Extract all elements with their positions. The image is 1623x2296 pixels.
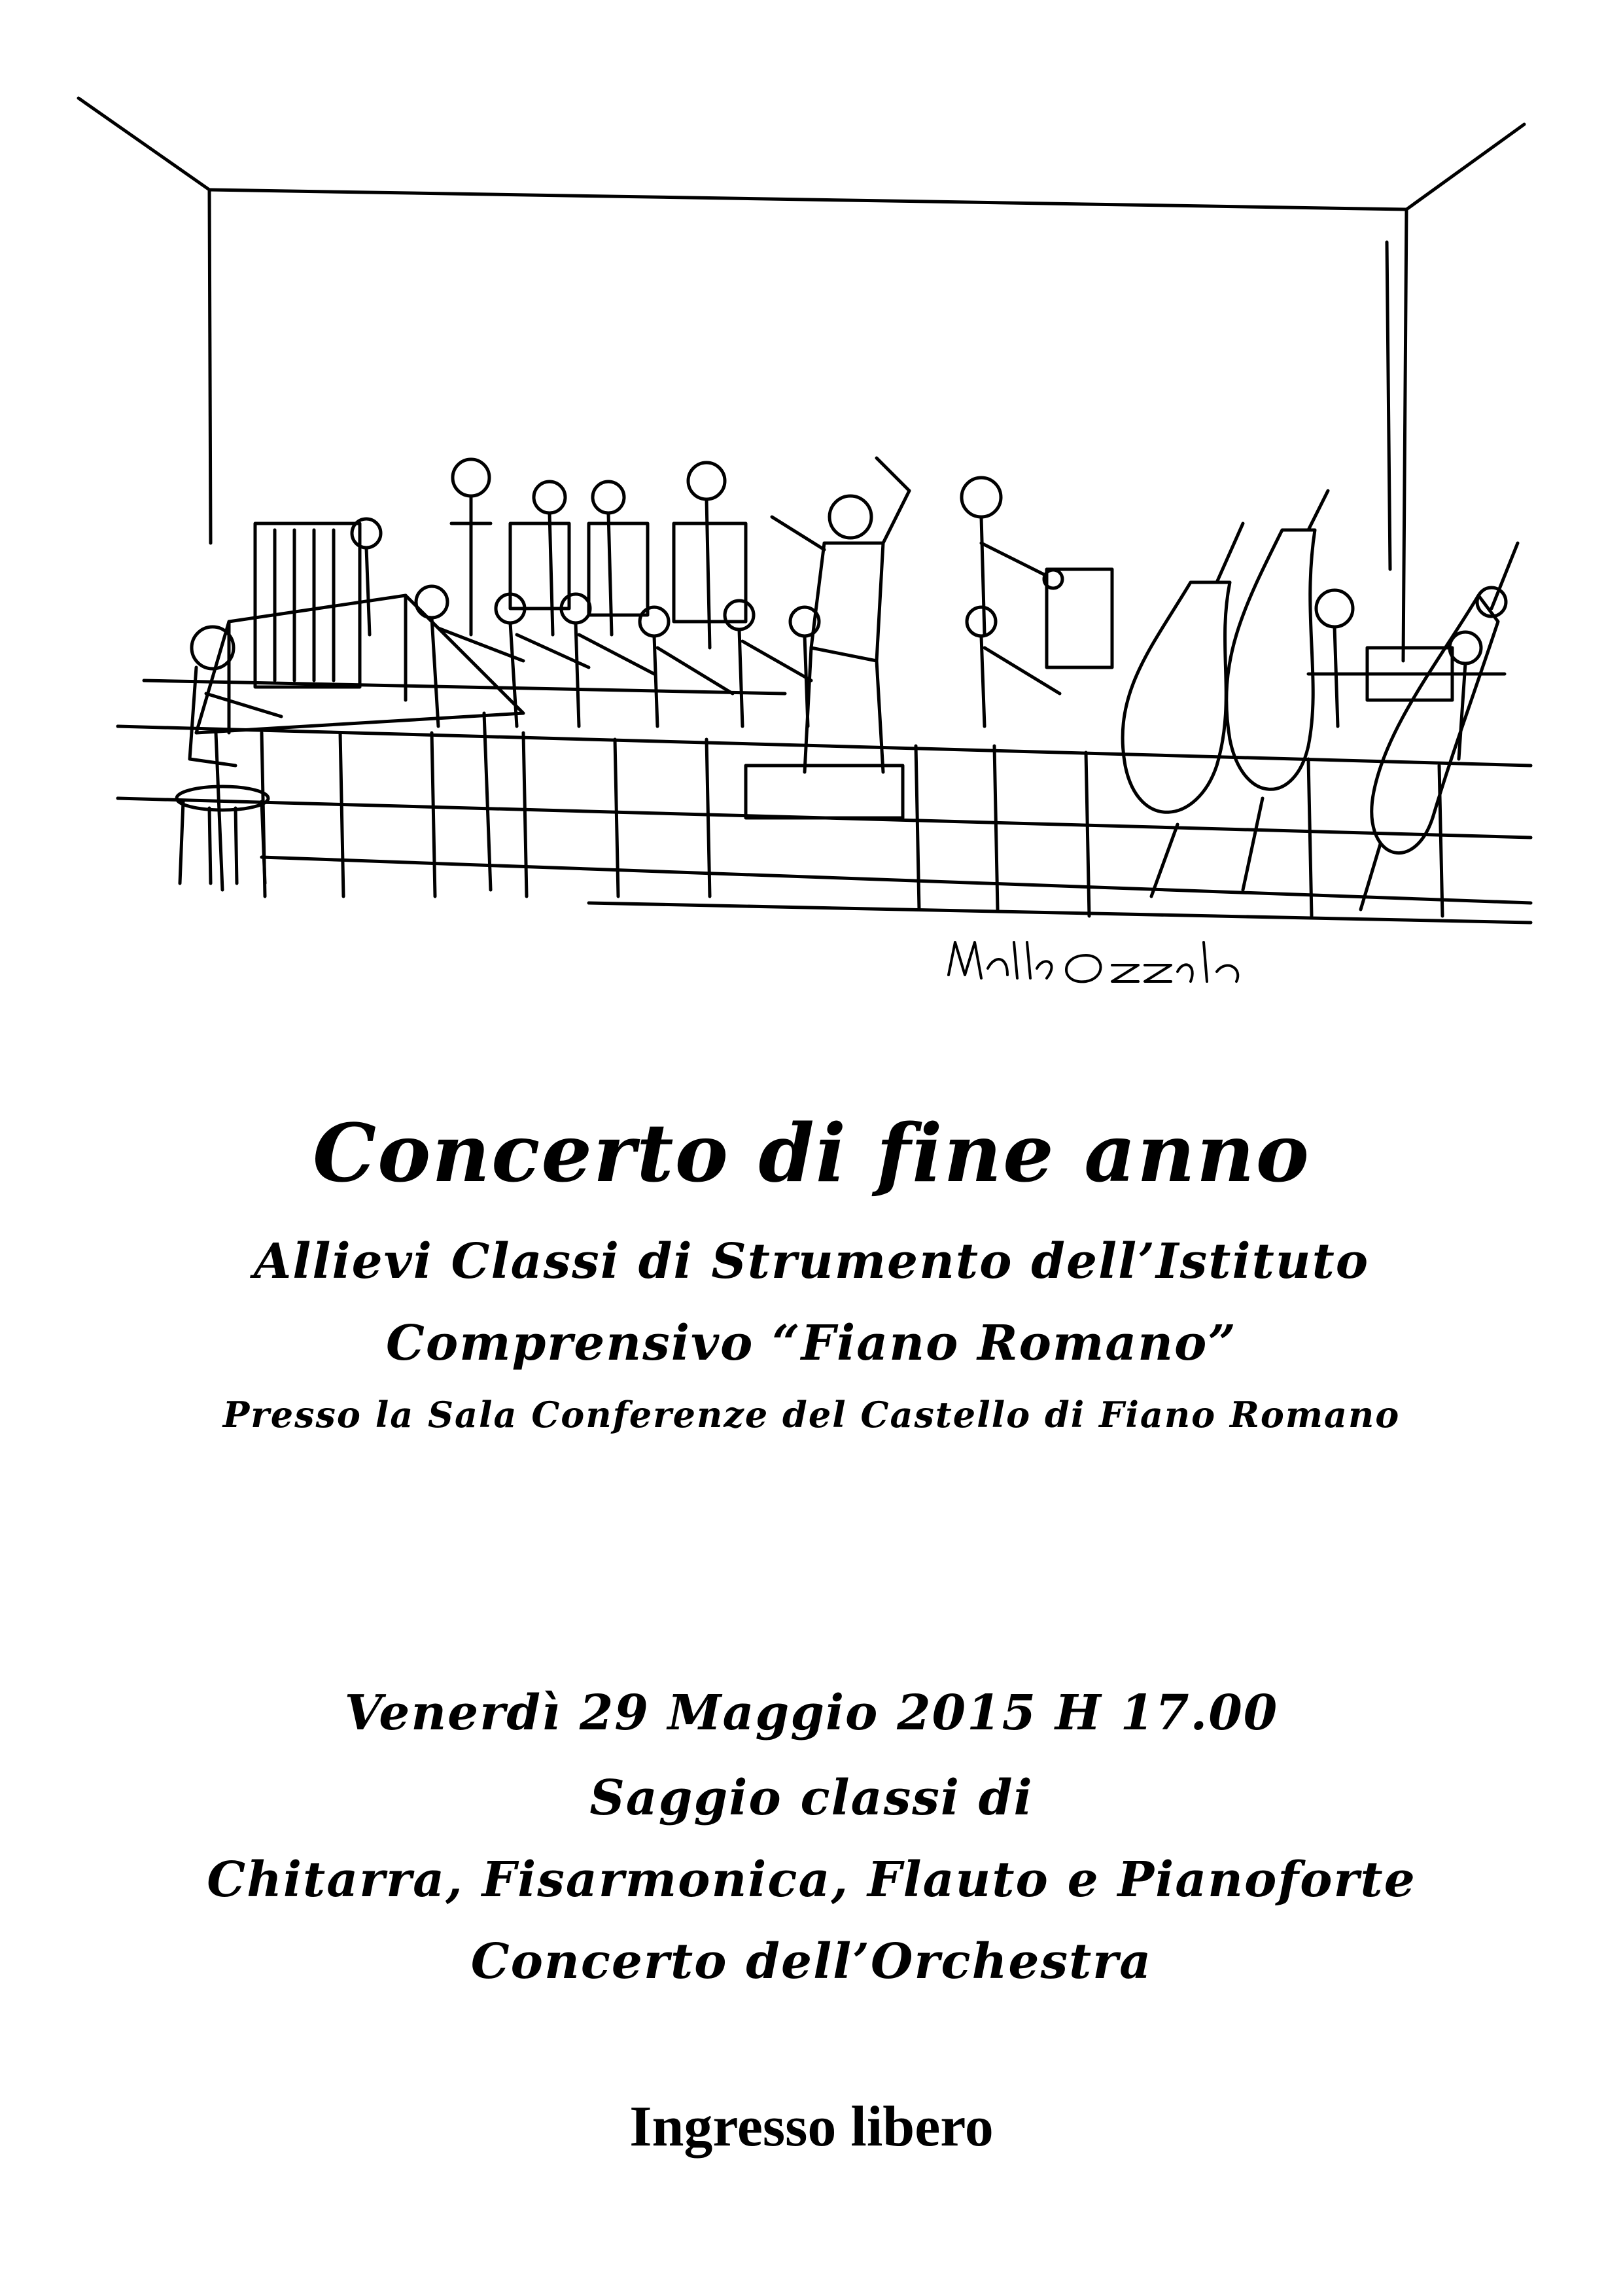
program-line-2: Chitarra, Fisarmonica, Flauto e Pianoforte (207, 1852, 1416, 1908)
subtitle-line-1: Allievi Classi di Strumento dell’Istituto (253, 1233, 1370, 1290)
venue-text: Presso la Sala Conferenze del Castello di Fiano Romano (222, 1394, 1401, 1436)
program-line-3: Concerto dell’Orchestra (470, 1934, 1153, 1990)
orchestra-drawing (65, 72, 1557, 1027)
admission-text: Ingresso libero (629, 2095, 994, 2159)
pianist (190, 627, 281, 766)
stage-floor (118, 674, 1531, 923)
cellos (1123, 491, 1353, 896)
signature (949, 942, 1238, 981)
subtitle-line-2: Comprensivo “Fiano Romano” (386, 1315, 1237, 1371)
program-line-1: Saggio classi di (589, 1770, 1034, 1826)
poster-title: Concerto di fine anno (312, 1106, 1311, 1200)
date-time-text: Venerdì 29 Maggio 2015 H 17.00 (344, 1685, 1279, 1741)
chair-legs (262, 733, 1442, 916)
back-row-musicians (352, 459, 1062, 648)
double-bass (1361, 543, 1518, 910)
conductor (746, 458, 909, 818)
